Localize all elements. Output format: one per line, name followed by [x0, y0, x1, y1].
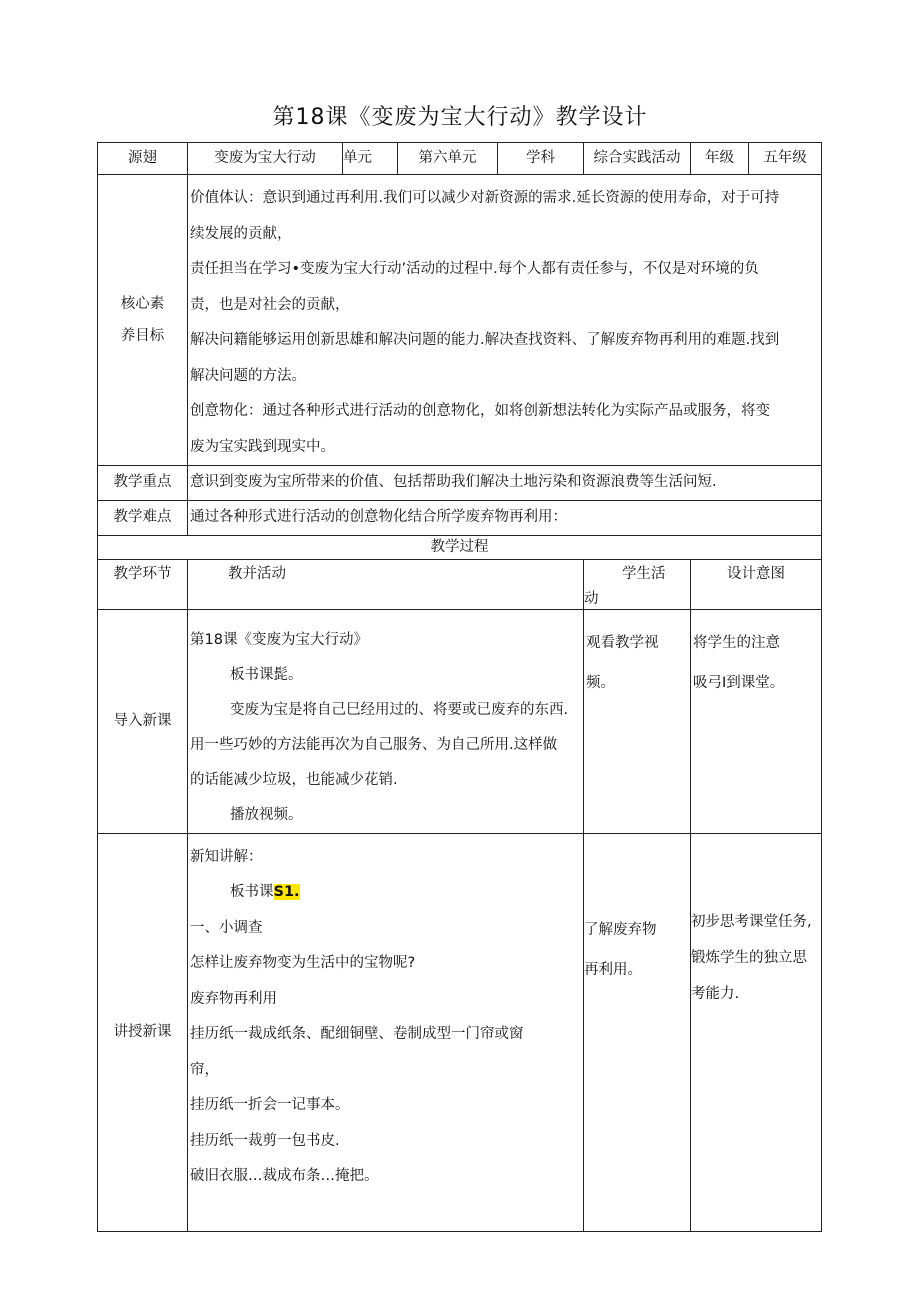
lecture-line: 怎样让废弃物变为生活中的宝物呢?	[190, 955, 416, 972]
intro-student-line: 观看教学视	[586, 634, 659, 651]
intro-line: 板书课髭。	[230, 666, 303, 683]
process-title-row	[98, 536, 822, 560]
difficulty-text: 通过各种形式进行活动的创意物化结合所学废弃物再利用：	[188, 501, 822, 536]
intro-student-line: 频。	[586, 674, 615, 691]
lecture-line: 一、小调查	[190, 919, 263, 936]
intro-intent-line: 吸弓I到课堂。	[693, 674, 785, 691]
lecture-intent-line: 考能力.	[691, 985, 740, 1002]
lecture-line: 挂历纸一折会一记事本。	[190, 1097, 350, 1114]
lecture-student	[584, 833, 691, 1231]
intro-line: 用一些巧妙的方法能再次为自己服务、为自己所用.这样做	[190, 736, 558, 753]
intro-stage: 导入新课	[98, 609, 188, 833]
difficulty-label: 教学难点	[98, 501, 188, 536]
unit-value: 第六单元	[398, 143, 498, 175]
highlighted-text: S1.	[273, 884, 300, 901]
lecture-line: 新知讲解：	[190, 848, 263, 865]
core-label-line-2: 养目标	[120, 328, 165, 344]
core-goals-row	[98, 175, 822, 466]
core-line: 废为宝实践到现实中。	[190, 438, 335, 455]
core-label-line-1: 核心素	[120, 296, 165, 312]
core-goals-label	[98, 175, 188, 466]
core-line: 创意物化：通过各种形式进行活动的创意物化，如将创新想法转化为实际产品或服务，将变	[190, 403, 770, 419]
intro-line: 的话能减少垃圾，也能减少花销.	[190, 771, 398, 788]
core-line: 责，也是对社会的贡献，	[190, 296, 350, 313]
key-point-text: 意识到变废为宝所带来的价值、包括帮助我们解决土地污染和资源浪费等生活问短.	[188, 466, 822, 501]
lecture-line: 废弃物再利用	[190, 990, 277, 1007]
lecture-line	[190, 875, 583, 911]
intro-line: 变废为宝是将自己巳经用过的、将要或已废弃的东西.	[230, 701, 569, 718]
intro-intent	[691, 609, 822, 833]
intro-intent-line: 将学生的注意	[693, 634, 780, 651]
lecture-intent	[691, 833, 822, 1231]
process-title: 教学过程	[98, 536, 822, 560]
lecture-row	[98, 833, 822, 1231]
lecture-activity	[188, 833, 584, 1231]
grade-value: 五年级	[749, 143, 822, 175]
core-line: 解决问题的方法。	[190, 367, 306, 384]
lecture-line: 挂历纸一裁剪一包书皮.	[190, 1132, 340, 1149]
col-student-header-line-2: 动	[584, 591, 599, 608]
col-intent-header: 设计意图	[691, 560, 822, 610]
col-student-header	[584, 560, 691, 610]
col-activity-header: 教并活动	[188, 560, 584, 610]
intro-activity	[188, 609, 584, 833]
intro-line: 第18课《变废为宝大行动》	[190, 631, 368, 648]
key-point-label: 教学重点	[98, 466, 188, 501]
lecture-line: 破旧衣服…裁成布条…掩把。	[190, 1168, 379, 1185]
header-row	[98, 143, 822, 175]
source-value: 变废为宝大行动	[188, 143, 343, 175]
subject-value: 综合实践活动	[584, 143, 691, 175]
unit-label: 单元	[343, 143, 398, 175]
core-line: 价值体认：意识到通过再利用.我们可以减少对新资源的需求.延长资源的使用寿命，对于可持	[190, 190, 780, 206]
col-student-header-line-1: 学生活	[622, 566, 666, 582]
lecture-student-line: 了解废弃物	[584, 921, 657, 938]
source-label: 源翅	[98, 143, 188, 175]
lecture-board-text: 板书课	[230, 884, 274, 901]
process-header-row	[98, 560, 822, 610]
intro-student	[584, 609, 691, 833]
col-stage-header: 教学环节	[98, 560, 188, 610]
subject-label: 学科	[498, 143, 584, 175]
lecture-intent-line: 初步思考课堂任务,	[691, 913, 812, 930]
core-line: 责任担当在学习•变废为宝大行动’活动的过程中.每个人都有责任参与，不仅是对环境的负	[190, 261, 759, 277]
core-line: 续发展的贡献，	[190, 225, 292, 242]
core-goals-content	[188, 175, 822, 466]
lecture-line: 帘，	[190, 1061, 219, 1078]
core-line: 解决问籍能够运用创新思雄和解决问题的能力.解决查找资料、了解废弃物再利用的难题.找到	[190, 332, 780, 348]
document-title: 第18课《变废为宝大行动》教学设计	[272, 105, 648, 130]
key-point-row	[98, 466, 822, 501]
difficulty-row	[98, 501, 822, 536]
intro-line: 播放视频。	[230, 806, 303, 823]
grade-label: 年级	[691, 143, 749, 175]
lecture-line: 挂历纸一裁成纸条、配细铜壁、卷制成型一门帘或窗	[190, 1026, 524, 1043]
lesson-plan-table	[97, 142, 822, 1232]
lecture-student-line: 再利用。	[584, 961, 642, 978]
intro-row	[98, 609, 822, 833]
lecture-intent-line: 锻炼学生的独立思	[691, 949, 807, 966]
lecture-stage: 讲授新课	[98, 833, 188, 1231]
